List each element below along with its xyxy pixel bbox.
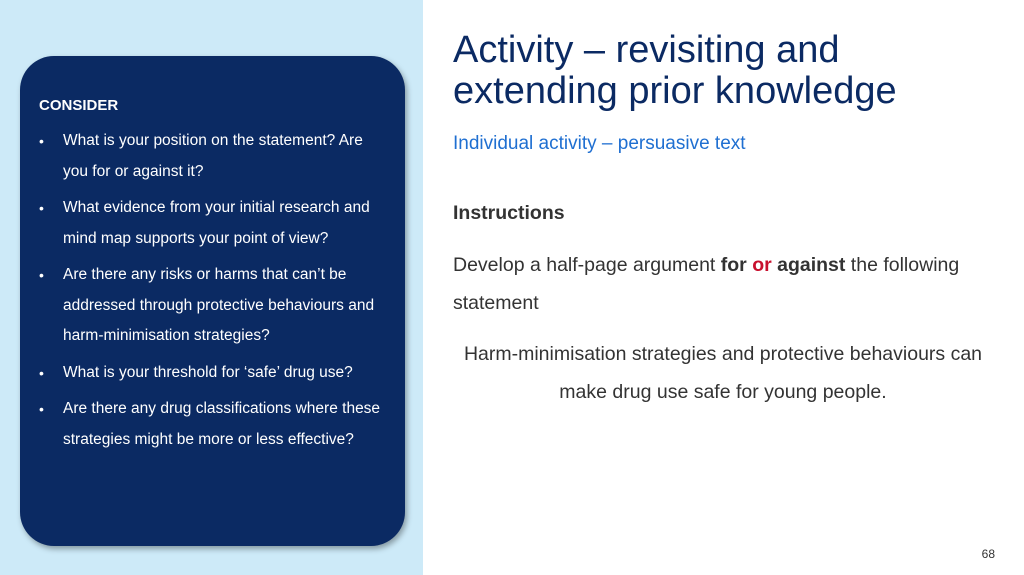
consider-card [20, 56, 405, 546]
consider-list [39, 126, 385, 455]
consider-item [39, 260, 385, 352]
instruction-part-1: Develop a half-page argument [453, 254, 721, 276]
consider-item-text: What is your position on the statement? Are you for or against it? [63, 132, 363, 180]
statement-text: Harm-minimisation strategies and protective behaviours can make drug use safe for young people. [463, 343, 983, 403]
emphasis-for: for [720, 254, 747, 276]
instructions-heading: Instructions [453, 202, 565, 224]
bullet-icon: • [39, 364, 44, 381]
slide-subtitle: Individual activity – persuasive text [453, 133, 746, 154]
consider-item [39, 358, 385, 389]
instruction-text [453, 246, 973, 322]
consider-heading: CONSIDER [39, 97, 119, 114]
bullet-icon: • [39, 267, 44, 283]
instruction-part-2: the following statement [453, 254, 960, 314]
consider-item [39, 126, 385, 187]
consider-item [39, 193, 385, 254]
page-number: 68 [981, 547, 995, 561]
left-panel [0, 0, 423, 575]
consider-item [39, 394, 385, 455]
bullet-icon: • [39, 401, 44, 417]
emphasis-against: against [777, 254, 846, 276]
consider-item-text: Are there any risks or harms that can’t be addressed through protective behaviours and harm-minimisation strategies? [63, 266, 375, 344]
consider-item-text: What is your threshold for ‘safe’ drug use? [63, 363, 353, 381]
bullet-icon: • [39, 133, 44, 149]
emphasis-or: or [752, 254, 772, 276]
consider-item-text: Are there any drug classifications where these strategies might be more or less effective? [63, 400, 381, 448]
bullet-icon: • [39, 200, 44, 216]
slide-title: Activity – revisiting and extending prior knowledge [453, 29, 897, 112]
consider-item-text: What evidence from your initial research and mind map supports your point of view? [63, 199, 370, 247]
